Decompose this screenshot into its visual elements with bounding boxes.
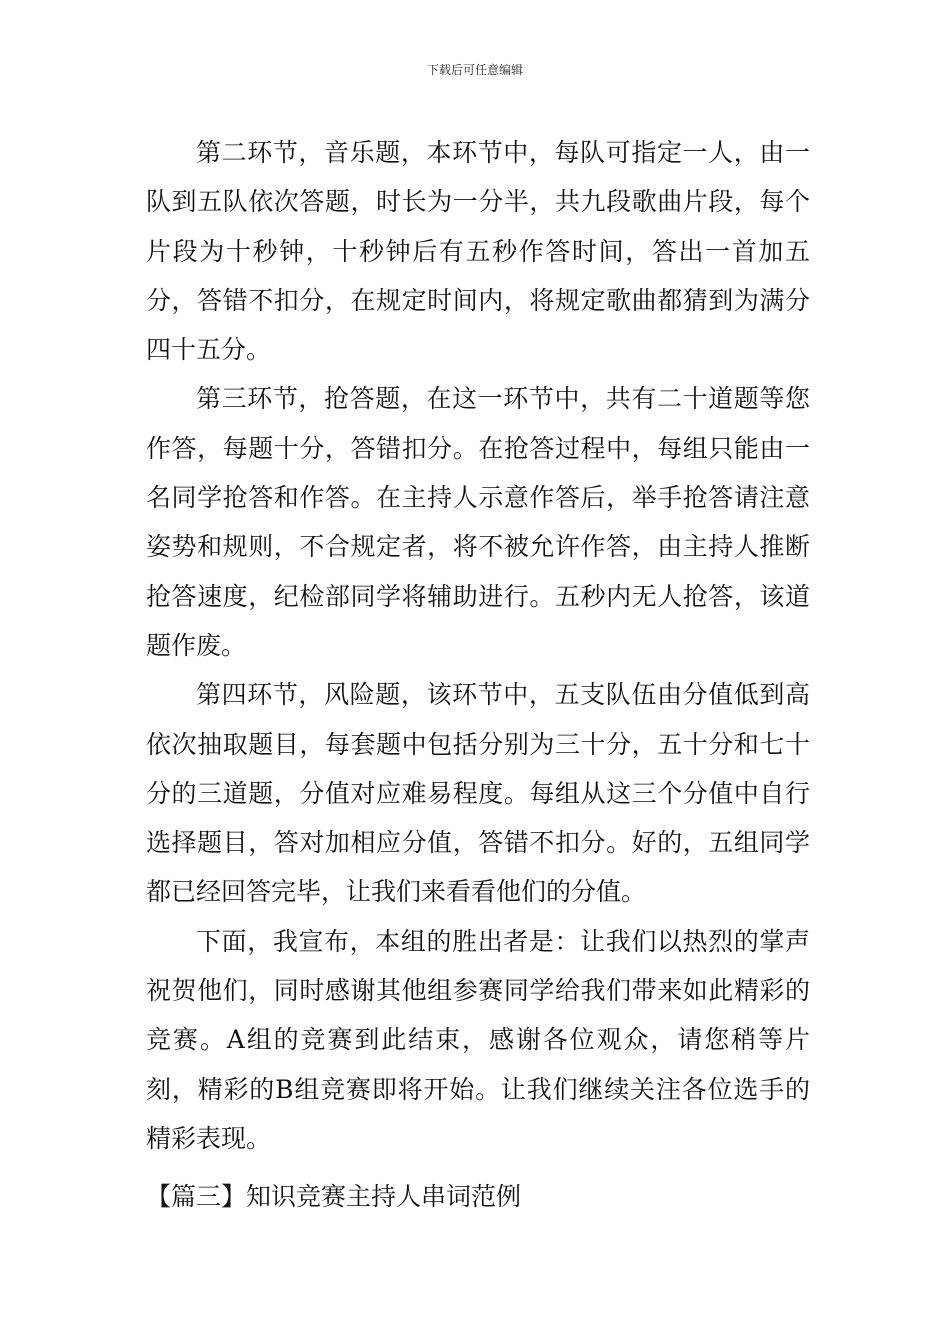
- paragraph-round-four: 第四环节，风险题，该环节中，五支队伍由分值低到高依次抽取题目，每套题中包括分别为三十分，五十分和七十分的三道题，分值对应难易程度。每组从这三个分值中自行选择题目，答对加相应分值，答错不扣分。好的，五组同学都已经回答完毕，让我们来看看他们的分值。: [146, 680, 810, 907]
- section-title: 【篇三】知识竞赛主持人串词范例: [146, 1182, 522, 1211]
- page-header: 下载后可任意编辑: [426, 63, 523, 77]
- document-body: [146, 128, 810, 1163]
- paragraph-closing: 下面，我宣布，本组的胜出者是：让我们以热烈的掌声祝贺他们，同时感谢其他组参赛同学给我们带来如此精彩的竞赛。A组的竞赛到此结束，感谢各位观众，请您稍等片刻，精彩的B组竞赛即将开始。让我们继续关注各位选手的精彩表现。: [146, 926, 810, 1153]
- paragraph-round-three: 第三环节，抢答题，在这一环节中，共有二十道题等您作答，每题十分，答错扣分。在抢答过程中，每组只能由一名同学抢答和作答。在主持人示意作答后，举手抢答请注意姿势和规则，不合规定者，将不被允许作答，由主持人推断抢答速度，纪检部同学将辅助进行。五秒内无人抢答，该道题作废。: [146, 384, 810, 660]
- paragraph-round-two: 第二环节，音乐题，本环节中，每队可指定一人，由一队到五队依次答题，时长为一分半，共九段歌曲片段，每个片段为十秒钟，十秒钟后有五秒作答时间，答出一首加五分，答错不扣分，在规定时间内，将规定歌曲都猜到为满分四十五分。: [146, 138, 810, 365]
